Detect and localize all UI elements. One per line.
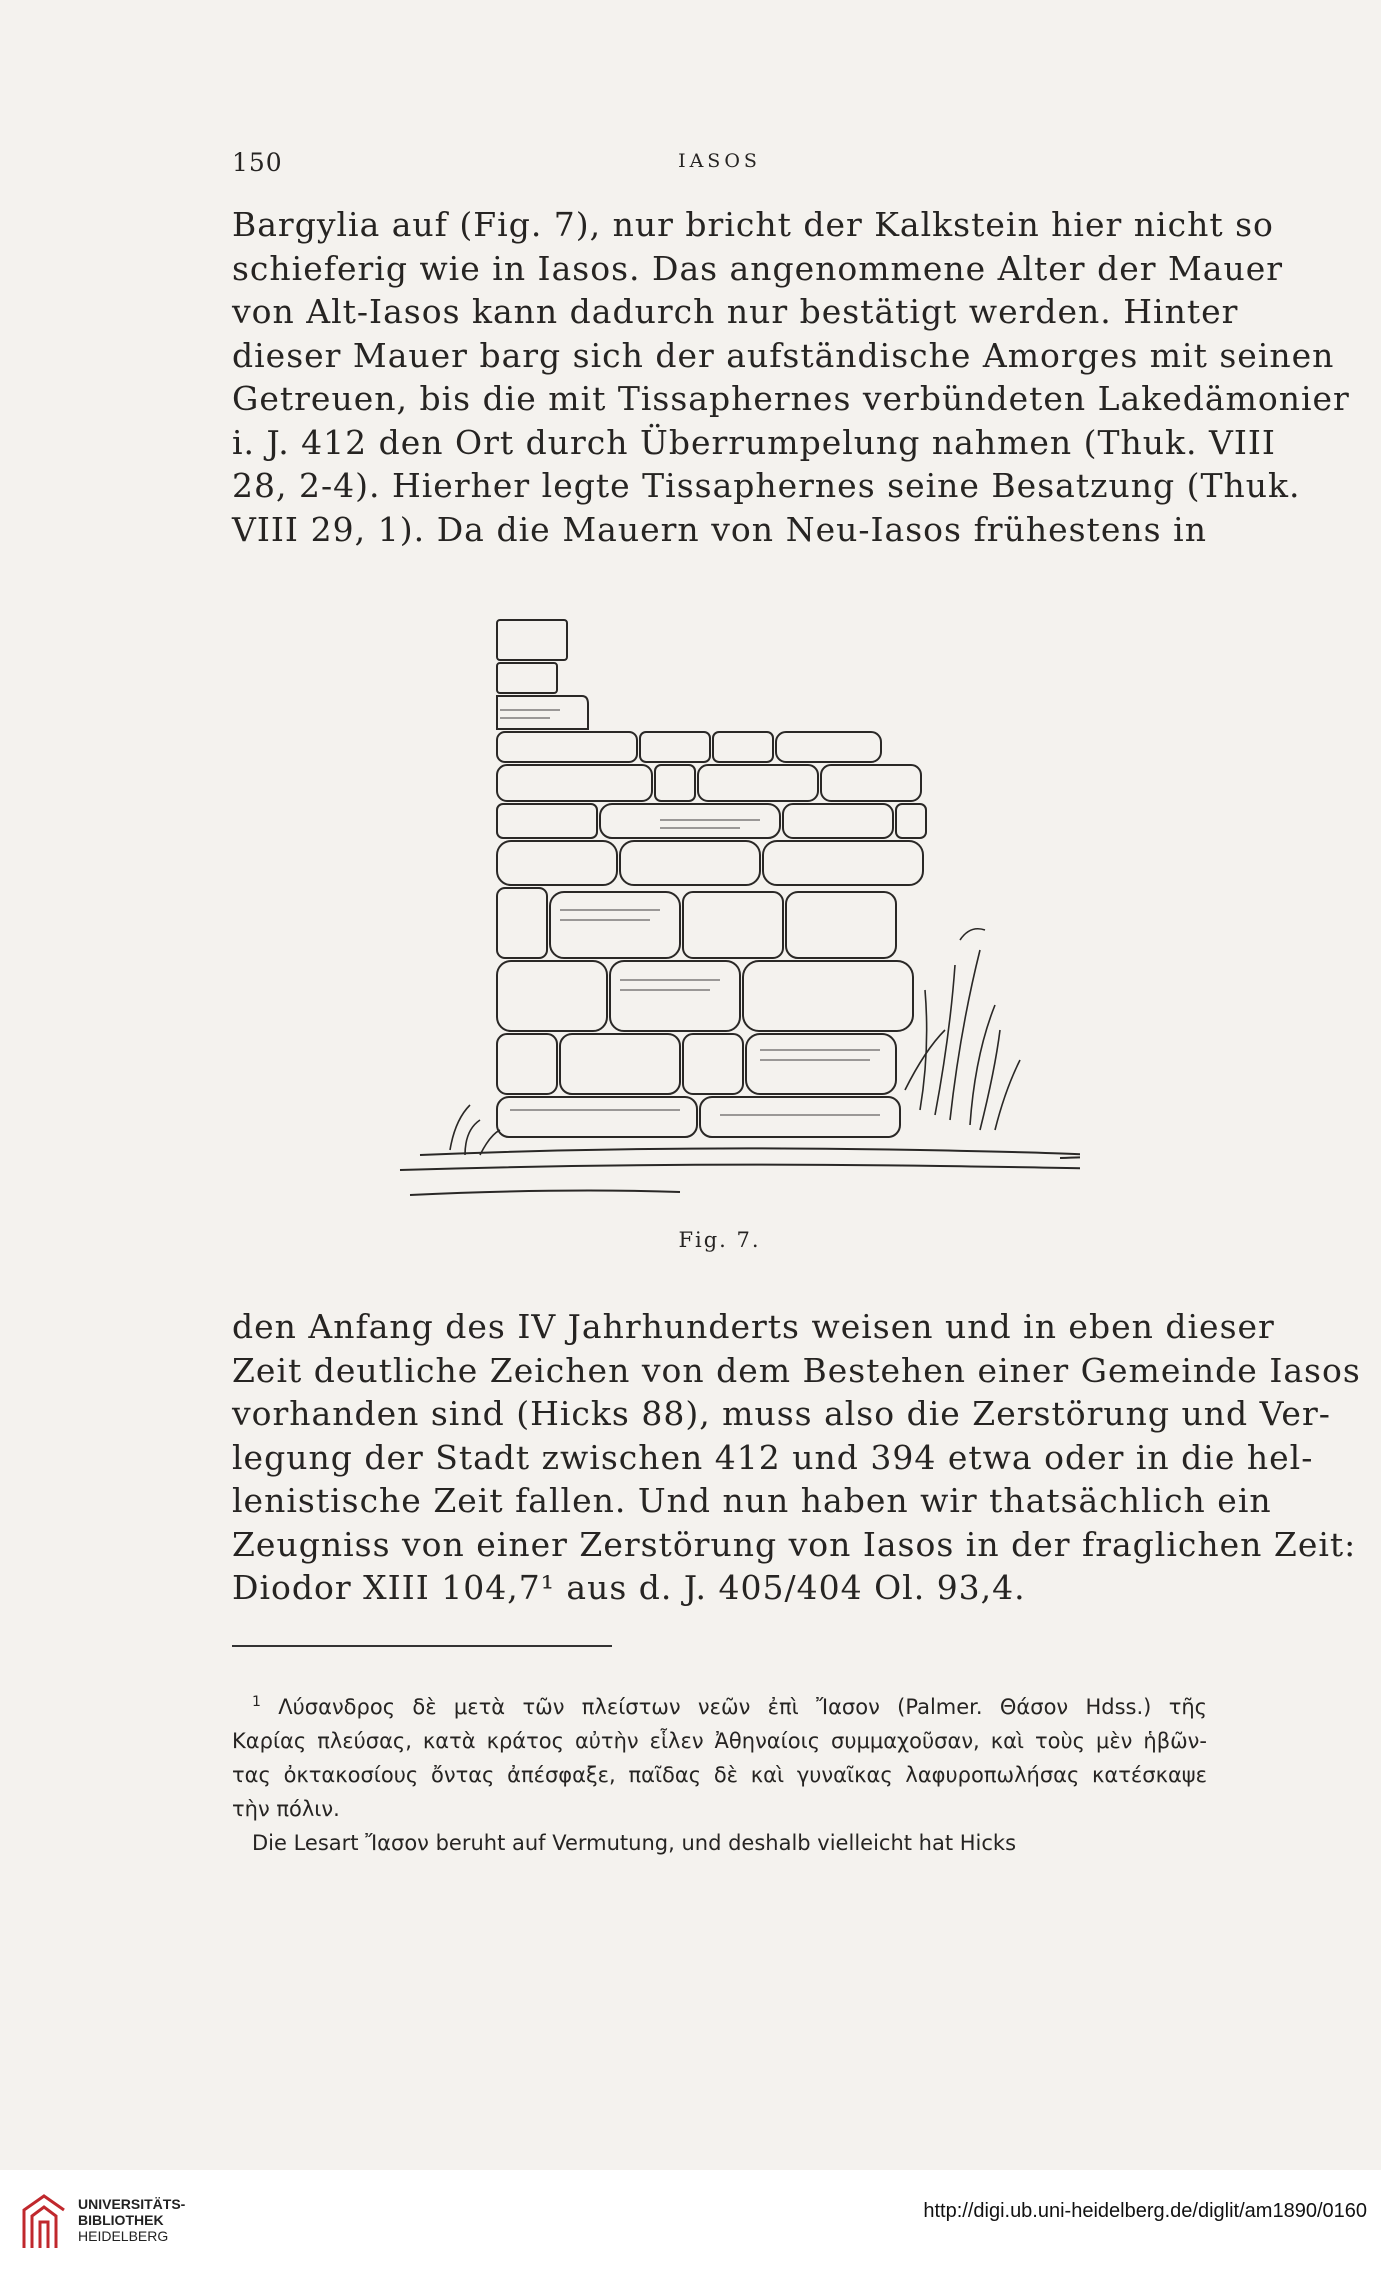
text-line: VIII 29, 1). Da die Mauern von Neu-Iasos frühestens in [232,509,1207,549]
text-line: Bargylia auf (Fig. 7), nur bricht der Kalkstein hier nicht so [232,205,1274,244]
text-line: Zeugniss von einer Zerstörung von Iasos in der fraglichen Zeit: [232,1524,1357,1564]
institution-line: BIBLIOTHEK [78,2212,164,2228]
footnote-continuation: Die Lesart Ἴασον beruht auf Vermutung, und deshalb vielleicht hat Hicks [252,1831,1017,1855]
text-line: lenistische Zeit fallen. Und nun haben wir thatsächlich ein [232,1481,1272,1520]
figure-caption: Fig. 7. [678,1228,761,1252]
paragraph-top [232,203,1350,551]
wall-illustration [360,610,1080,1210]
page-number: 150 [232,148,283,177]
institution-line: UNIVERSITÄTS- [78,2196,186,2212]
footnote-marker: 1 [252,1694,261,1710]
text-line: dieser Mauer barg sich der aufständische Amorges mit seinen [232,335,1335,375]
footnote-rule [232,1645,612,1647]
footnote-line: τὴν πόλιν. [232,1797,340,1821]
library-logo-icon [18,2190,70,2254]
institution-line: HEIDELBERG [78,2228,169,2244]
running-title: IASOS [678,150,761,172]
footnote-line-1 [232,1685,1207,1724]
text-line: legung der Stadt zwischen 412 und 394 etwa oder in die hel- [232,1437,1314,1477]
text-line: schieferig wie in Iasos. Das angenommene Alter der Mauer [232,248,1284,288]
source-url-link[interactable]: http://digi.ub.uni-heidelberg.de/diglit/am1890/0160 [923,2200,1367,2222]
footnote-text: Λύσανδρος δὲ μετὰ τῶν πλείστων νεῶν ἐπὶ Ἴασον (Palmer. Θάσον Hdss.) τῆς [278,1695,1207,1719]
text-line: den Anfang des IV Jahrhunderts weisen und in eben dieser [232,1307,1275,1346]
footnotes [232,1685,1207,1860]
library-footer [0,2170,1381,2276]
paragraph-bottom [232,1305,1361,1610]
running-header [232,148,1207,178]
footnote-line: Καρίας πλεύσας, κατὰ κράτος αὐτὴν εἷλεν Ἀθηναίοις συμμαχοῦσαν, καὶ τοὺς μὲν ἡβῶν- [232,1729,1207,1753]
text-line: Zeit deutliche Zeichen von dem Bestehen einer Gemeinde Iasos [232,1350,1361,1390]
text-line: vorhanden sind (Hicks 88), muss also die Zerstörung und Ver- [232,1394,1331,1433]
institution-name [78,2196,185,2244]
text-line: 28, 2-4). Hierher legte Tissaphernes seine Besatzung (Thuk. [232,466,1301,505]
footnote-line: τας ὀκτακοσίους ὄντας ἀπέσφαξε, παῖδας δὲ καὶ γυναῖκας λαφυροπωλήσας κατέσκαψε [232,1763,1207,1787]
text-line: von Alt-Iasos kann dadurch nur bestätigt werden. Hinter [232,292,1239,331]
text-line: i. J. 412 den Ort durch Überrumpelung nahmen (Thuk. VIII [232,422,1276,462]
text-line: Diodor XIII 104,7¹ aus d. J. 405/404 Ol. 93,4. [232,1568,1026,1607]
text-line: Getreuen, bis die mit Tissaphernes verbündeten Lakedämonier [232,379,1350,418]
